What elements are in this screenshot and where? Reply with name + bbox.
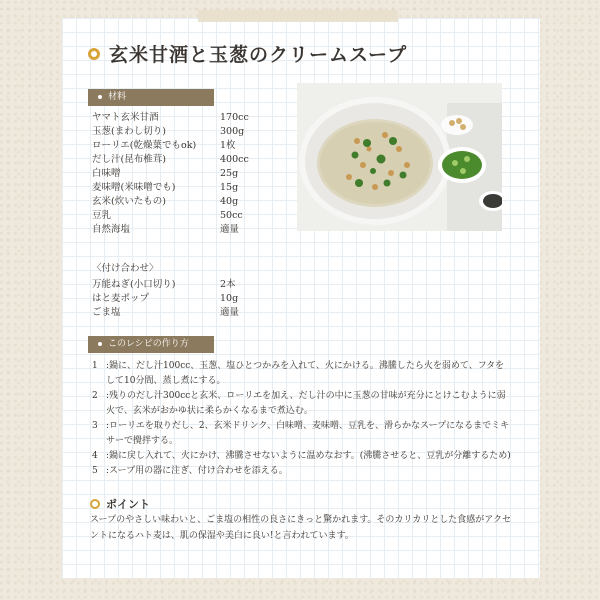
ingredient-row	[92, 223, 272, 237]
ingredient-name: ごま塩	[92, 307, 121, 318]
step-item	[92, 419, 512, 449]
steps-label-bar	[88, 336, 214, 353]
ingredient-row	[92, 153, 272, 167]
ingredient-name: 白味噌	[92, 168, 121, 179]
ingredient-name: ヤマト玄米甘酒	[92, 112, 159, 123]
garnish-list	[92, 278, 272, 320]
ingredient-row	[92, 306, 272, 320]
point-text: スープのやさしい味わいと、ごま塩の相性の良さにきっと驚かれます。そのカリカリとした食感がアクセントになるハト麦は、肌の保湿や美白に良い!と言われています。	[90, 515, 512, 541]
ingredient-name: ローリエ(乾燥葉でもok)	[92, 140, 197, 151]
ingredients-label-bar	[88, 89, 214, 106]
step-item	[92, 359, 512, 389]
ingredient-name: 麦味噌(米味噌でも)	[92, 182, 176, 193]
title-row	[88, 40, 407, 67]
ingredient-amount: 10g	[220, 293, 239, 304]
ingredient-amount: 170cc	[220, 112, 249, 123]
soup-bowl-illustration	[297, 83, 502, 231]
ingredient-amount: 適量	[220, 224, 240, 235]
step-text: :鍋に戻し入れて、火にかけ、沸騰させないように温めなおす。(沸騰させると、豆乳が分離するため)	[106, 451, 511, 461]
ring-bullet-icon	[88, 48, 100, 60]
step-item	[92, 464, 512, 479]
step-number: 2	[92, 391, 98, 401]
ingredient-amount: 25g	[220, 168, 239, 179]
step-text: :残りのだし汁300ccと玄米、ローリエを加え、だし汁の中に玉葱の甘味が充分にとけこむように弱火で、玄米がおかゆ状に柔らかくなるまで煮込む。	[106, 391, 506, 416]
ingredient-name: 豆乳	[92, 210, 112, 221]
step-text: :鍋に、だし汁100cc、玉葱、塩ひとつかみを入れて、火にかける。沸騰したら火を弱めて、フタをして10分間、蒸し煮にする。	[106, 361, 505, 386]
tape-decoration	[198, 10, 398, 22]
steps-label: このレシピの作り方	[108, 339, 189, 349]
ingredient-name: 玉葱(まわし切り)	[92, 126, 166, 137]
ring-bullet-icon	[90, 499, 100, 509]
ingredients-list	[92, 111, 272, 237]
ingredient-row	[92, 111, 272, 125]
ingredient-row	[92, 139, 272, 153]
step-number: 1	[92, 361, 98, 371]
step-item	[92, 449, 512, 464]
garnish-heading-row	[92, 262, 272, 276]
soup-photo	[297, 83, 502, 231]
ingredient-amount: 15g	[220, 182, 239, 193]
ingredient-amount: 300g	[220, 126, 245, 137]
ingredient-row	[92, 167, 272, 181]
point-title: ポイント	[106, 498, 150, 511]
ingredient-row	[92, 125, 272, 139]
ingredient-row	[92, 181, 272, 195]
garnish-label: 〈付け合わせ〉	[92, 263, 159, 274]
ingredient-amount: 適量	[220, 307, 240, 318]
ingredient-name: だし汁(昆布椎茸)	[92, 154, 166, 165]
ingredient-amount: 400cc	[220, 154, 249, 165]
step-number: 3	[92, 421, 98, 431]
ingredient-row	[92, 278, 272, 292]
recipe-title: 玄米甘酒と玉葱のクリームスープ	[109, 44, 408, 66]
dot-icon	[98, 95, 102, 99]
step-text: :スープ用の器に注ぎ、付け合わせを添える。	[106, 466, 288, 476]
step-number: 4	[92, 451, 98, 461]
ingredients-label: 材料	[108, 92, 127, 102]
step-item	[92, 389, 512, 419]
ingredient-row	[92, 292, 272, 306]
step-number: 5	[92, 466, 98, 476]
steps-list	[92, 359, 512, 479]
dot-icon	[98, 342, 102, 346]
step-text: :ローリエを取りだし、2、玄米ドリンク、白味噌、麦味噌、豆乳を、滑らかなスープになるまでミキサーで攪拌する。	[106, 421, 510, 446]
ingredient-amount: 40g	[220, 196, 239, 207]
ingredient-row	[92, 209, 272, 223]
ingredient-name: 玄米(炊いたもの)	[92, 196, 166, 207]
ingredient-name: 万能ねぎ(小口切り)	[92, 279, 176, 290]
ingredient-amount: 50cc	[220, 210, 243, 221]
point-heading	[90, 496, 150, 512]
ingredient-name: はと麦ポップ	[92, 293, 150, 304]
ingredient-amount: 1枚	[220, 140, 236, 151]
ingredient-row	[92, 195, 272, 209]
ingredient-name: 自然海塩	[92, 224, 131, 235]
ingredient-amount: 2本	[220, 279, 236, 290]
